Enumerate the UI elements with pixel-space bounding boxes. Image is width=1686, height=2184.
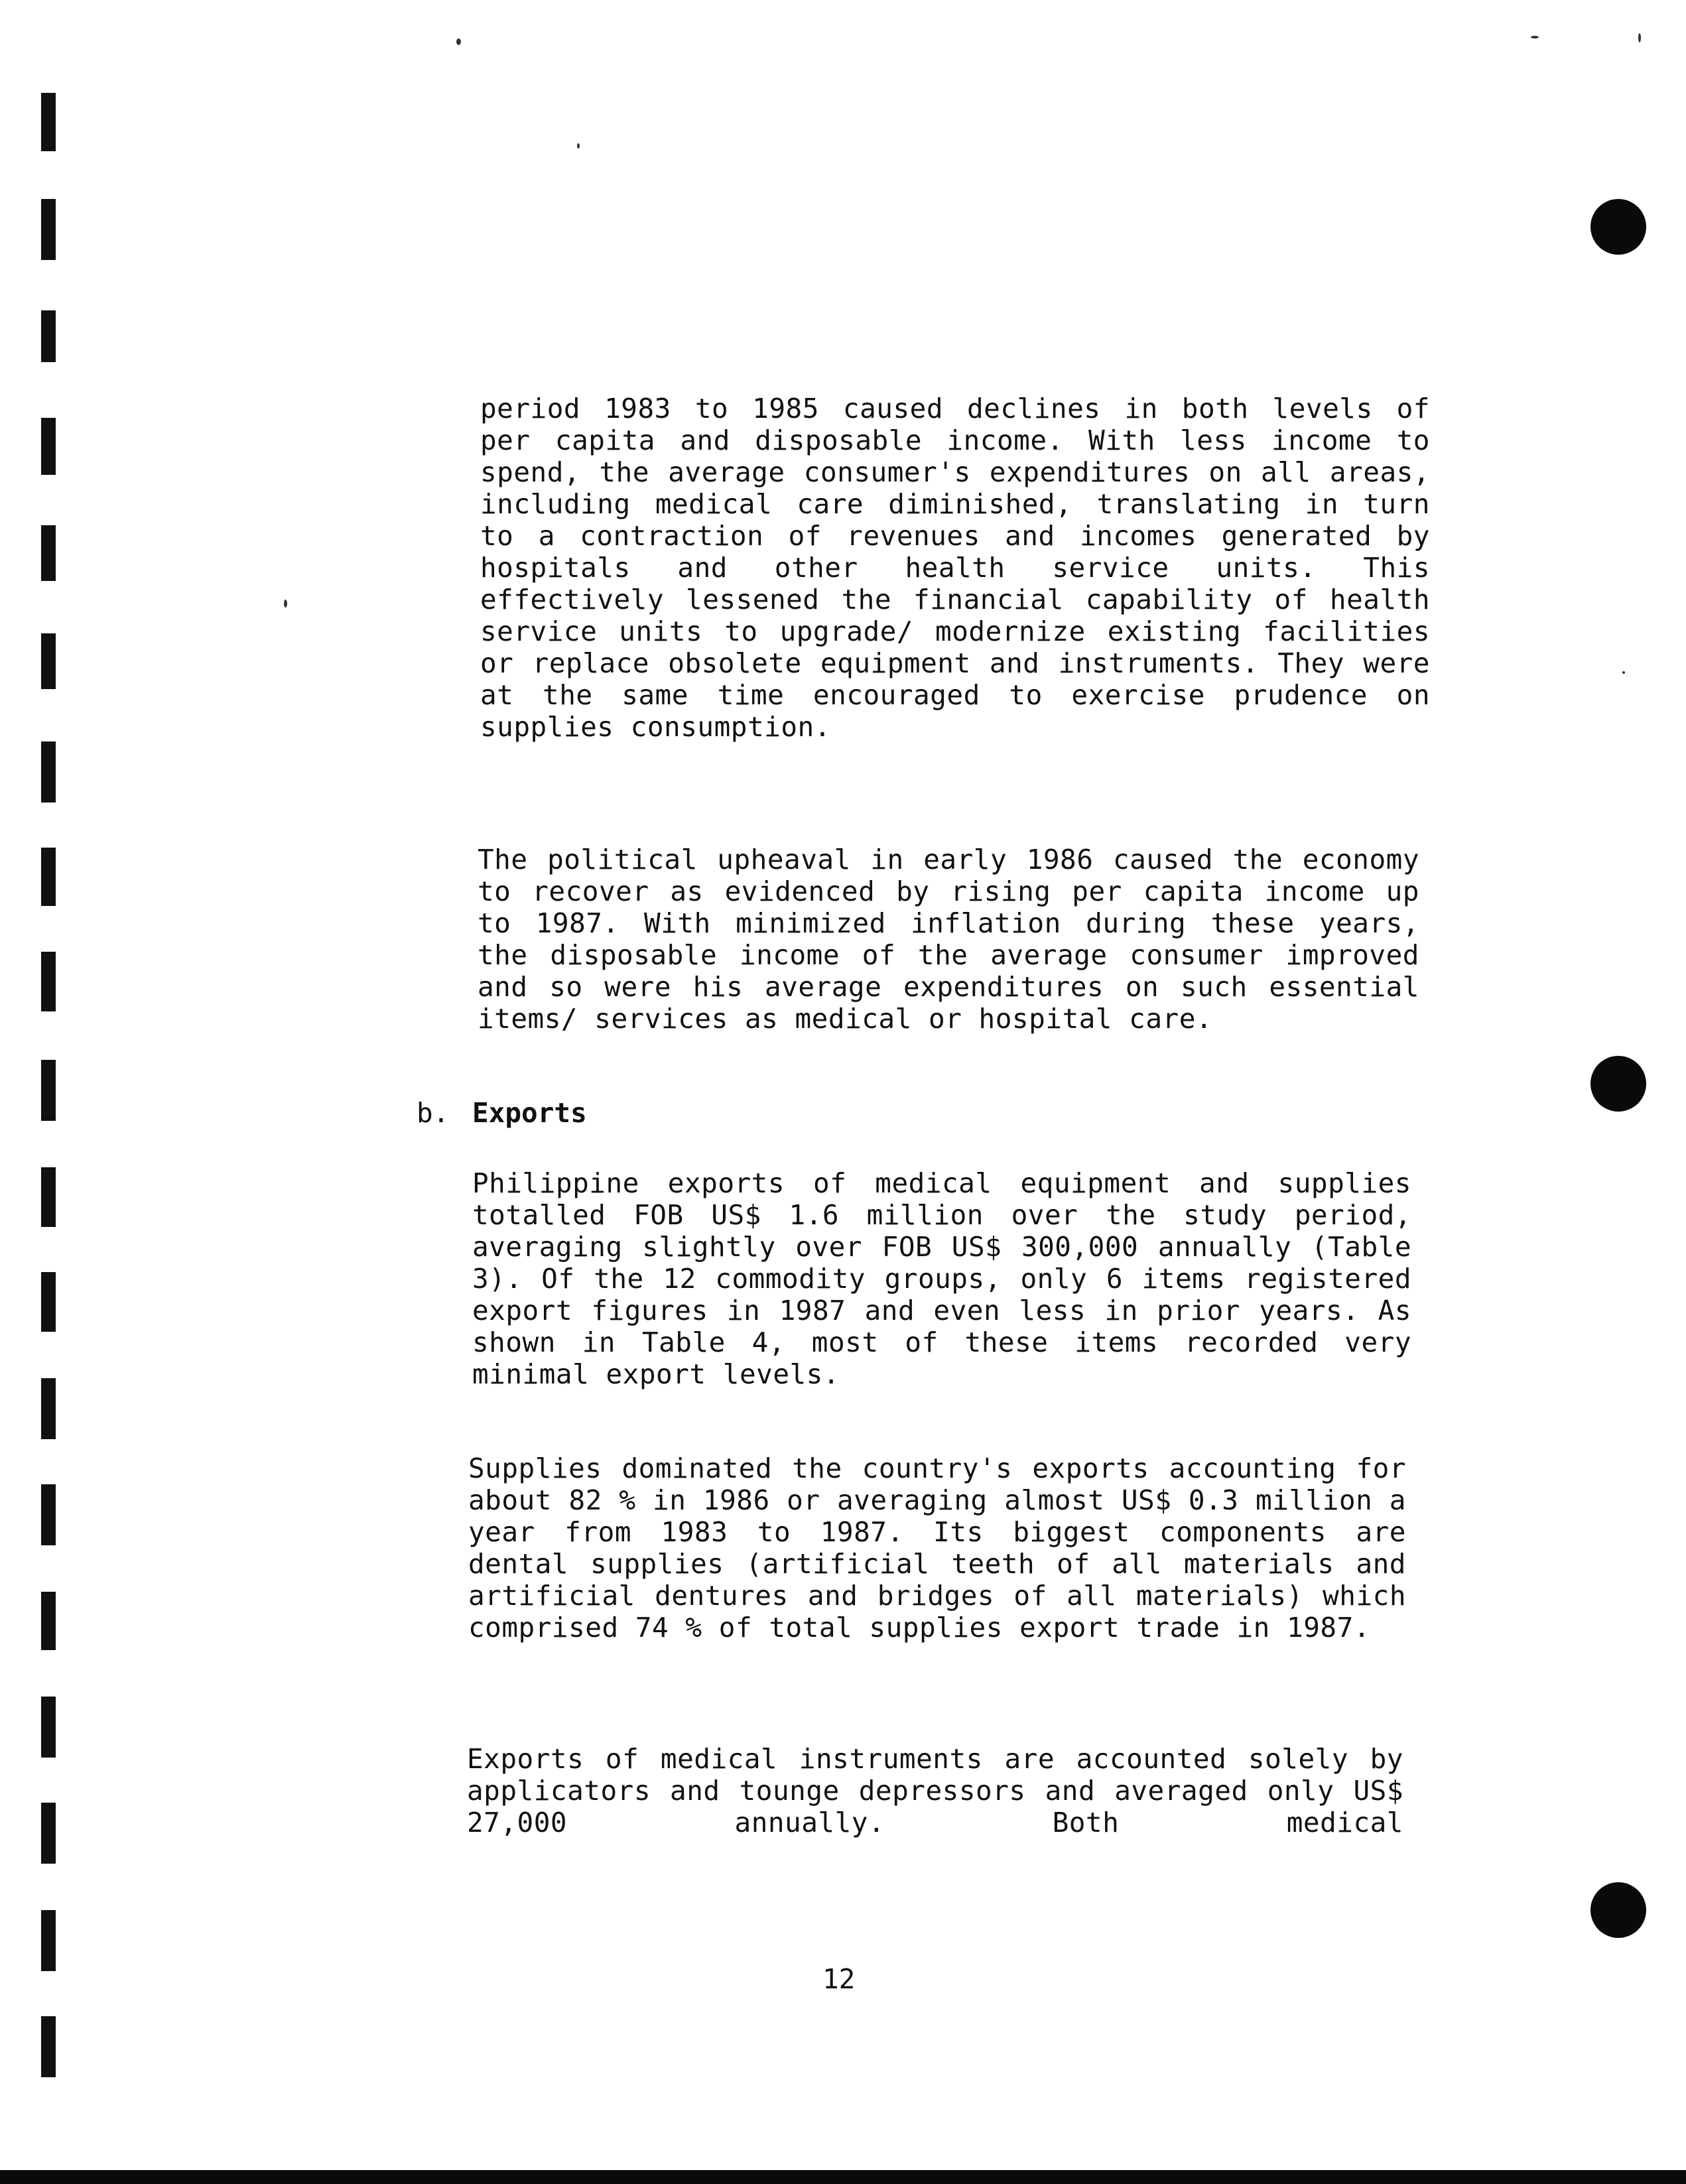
- binding-mark: [41, 199, 56, 260]
- binding-mark: [41, 1803, 56, 1864]
- binding-mark: [41, 1167, 56, 1227]
- binding-mark: [41, 2016, 56, 2077]
- section-title: Exports: [472, 1097, 587, 1129]
- binding-mark: [41, 418, 56, 475]
- binding-mark: [41, 93, 56, 151]
- binding-mark: [41, 633, 56, 689]
- binding-mark: [41, 1060, 56, 1121]
- binding-mark: [41, 1697, 56, 1758]
- punch-hole: [1590, 1882, 1646, 1938]
- page-bottom-edge: [0, 2170, 1686, 2184]
- binding-mark: [41, 848, 56, 906]
- punch-hole: [1590, 1056, 1646, 1112]
- section-heading: [417, 1097, 587, 1129]
- scan-speck: [1622, 671, 1625, 674]
- body-paragraph: Exports of medical instruments are accounted solely by applicators and tounge depressors and averaged only US$ 27,000 annually. Both medical: [467, 1743, 1403, 1838]
- binding-mark: [41, 741, 56, 803]
- section-marker: b.: [417, 1097, 450, 1129]
- scan-speck: [456, 38, 461, 45]
- binding-mark: [41, 525, 56, 581]
- scan-speck: [577, 143, 580, 149]
- body-paragraph: The political upheaval in early 1986 caused the economy to recover as evidenced by rising per capita income up to 1987. With minimized inflation during these years, the disposable income of the average consumer improved and so were his average expenditures on such essential items/ services as medical or hospital care.: [478, 844, 1419, 1035]
- page-number: 12: [822, 1963, 856, 1995]
- scan-speck: [1638, 33, 1641, 42]
- binding-mark: [41, 1910, 56, 1971]
- scan-speck: [1531, 36, 1539, 38]
- binding-mark: [41, 952, 56, 1011]
- body-paragraph: period 1983 to 1985 caused declines in both levels of per capita and disposable income. With less income to spend, the average consumer's expenditures on all areas, including medical care diminished, translating in turn to a contraction of revenues and incomes generated by hospitals and other health service units. This effectively lessened the financial capability of health service units to upgrade/ modernize existing facilities or replace obsolete equipment and instruments. They were at the same time encouraged to exercise prudence on supplies consumption.: [480, 393, 1430, 743]
- binding-mark: [41, 1378, 56, 1439]
- binding-mark: [41, 1272, 56, 1332]
- binding-mark: [41, 310, 56, 362]
- punch-hole: [1590, 199, 1646, 255]
- body-paragraph: Supplies dominated the country's exports accounting for about 82 % in 1986 or averaging almost US$ 0.3 million a year from 1983 to 1987. Its biggest components are dental supplies (artificial teeth of all materials and artificial dentures and bridges of all materials) which comprised 74 % of total supplies export trade in 1987.: [468, 1452, 1406, 1643]
- scan-speck: [284, 600, 287, 608]
- body-paragraph: Philippine exports of medical equipment and supplies totalled FOB US$ 1.6 million over the study period, averaging slightly over FOB US$ 300,000 annually (Table 3). Of the 12 commodity groups, only 6 items registered export figures in 1987 and even less in prior years. As shown in Table 4, most of these items recorded very minimal export levels.: [472, 1167, 1411, 1390]
- binding-mark: [41, 1484, 56, 1545]
- binding-mark: [41, 1592, 56, 1650]
